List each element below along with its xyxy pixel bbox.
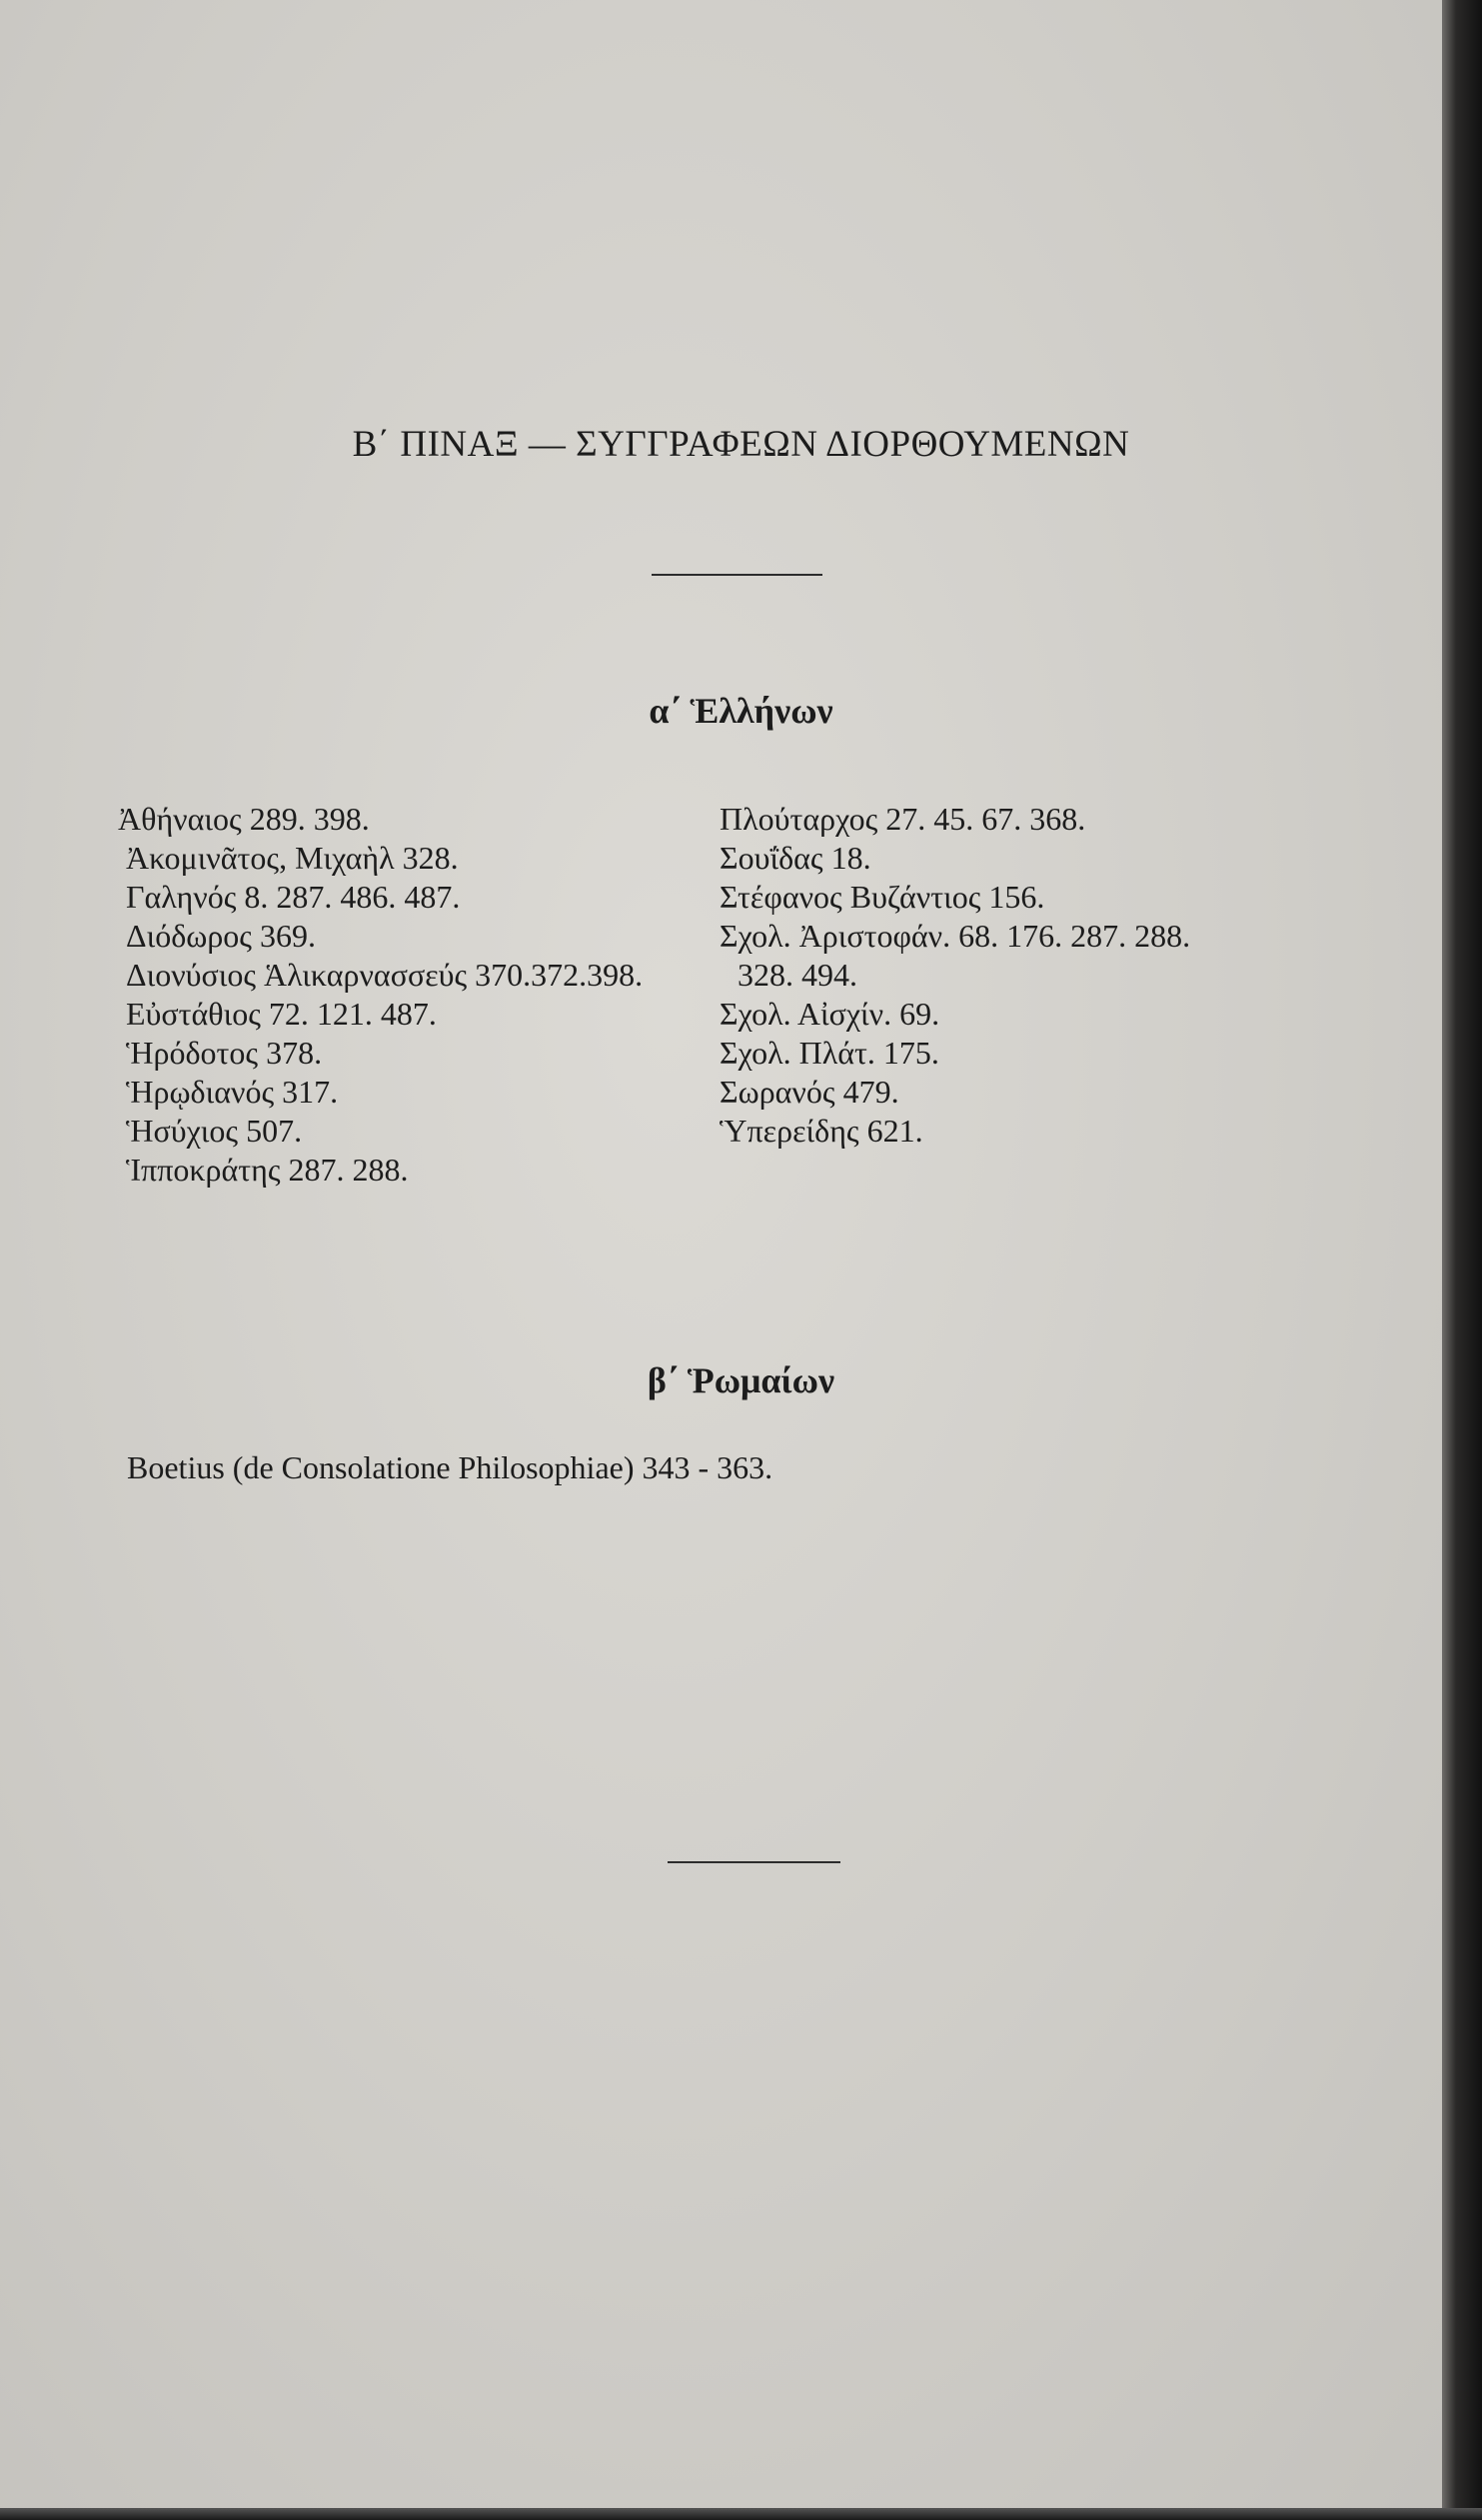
index-entry: Ὑπερείδης 621. [720, 1113, 923, 1149]
index-entry: Στέφανος Βυζάντιος 156. [720, 879, 1045, 915]
index-entry: Σχολ. Πλάτ. 175. [720, 1035, 939, 1071]
page-title: Β΄ ΠΙΝΑΞ — ΣΥΓΓΡΑΦΕΩΝ ΔΙΟΡΘΟΥΜΕΝΩΝ [352, 424, 1130, 465]
index-entry: Σουΐδας 18. [720, 840, 871, 876]
index-entry: Σωρανός 479. [720, 1074, 899, 1110]
page-edge-shadow [1442, 0, 1482, 2520]
index-entry: Ἀθήναιος 289. 398. [118, 801, 370, 837]
index-entry: Ἡρόδοτος 378. [126, 1035, 323, 1071]
index-entry: Σχολ. Αἰσχίν. 69. [720, 996, 940, 1032]
index-entry: Ἡσύχιος 507. [126, 1113, 303, 1149]
index-entry: Διόδωρος 369. [126, 918, 316, 954]
section-heading-greek: α΄ Ἑλλήνων [649, 691, 833, 731]
index-entry: Διονύσιος Ἁλικαρνασσεύς 370.372.398. [126, 957, 644, 993]
page-bottom-edge [0, 2508, 1482, 2520]
section-heading-roman: β΄ Ῥωμαίων [647, 1360, 835, 1400]
index-entry: Πλούταρχος 27. 45. 67. 368. [720, 801, 1086, 837]
end-divider [668, 1861, 840, 1863]
greek-authors-left-column [118, 800, 718, 1190]
index-entry: Γαληνός 8. 287. 486. 487. [126, 879, 461, 915]
greek-authors-right-column [720, 800, 1419, 1151]
index-entry-continuation: 328. 494. [738, 957, 857, 993]
index-entry: Ἀκομινᾶτος, Μιχαὴλ 328. [126, 840, 459, 876]
index-entry: Εὐστάθιος 72. 121. 487. [126, 996, 437, 1032]
index-entry: Ἡρῳδιανός 317. [126, 1074, 339, 1110]
title-divider [652, 574, 822, 576]
index-entry: Σχολ. Ἀριστοφάν. 68. 176. 287. 288. [720, 918, 1191, 954]
roman-author-entry: Boetius (de Consolatione Philosophiae) 343 - 363. [127, 1449, 773, 1485]
index-entry: Ἱπποκράτης 287. 288. [126, 1152, 409, 1188]
